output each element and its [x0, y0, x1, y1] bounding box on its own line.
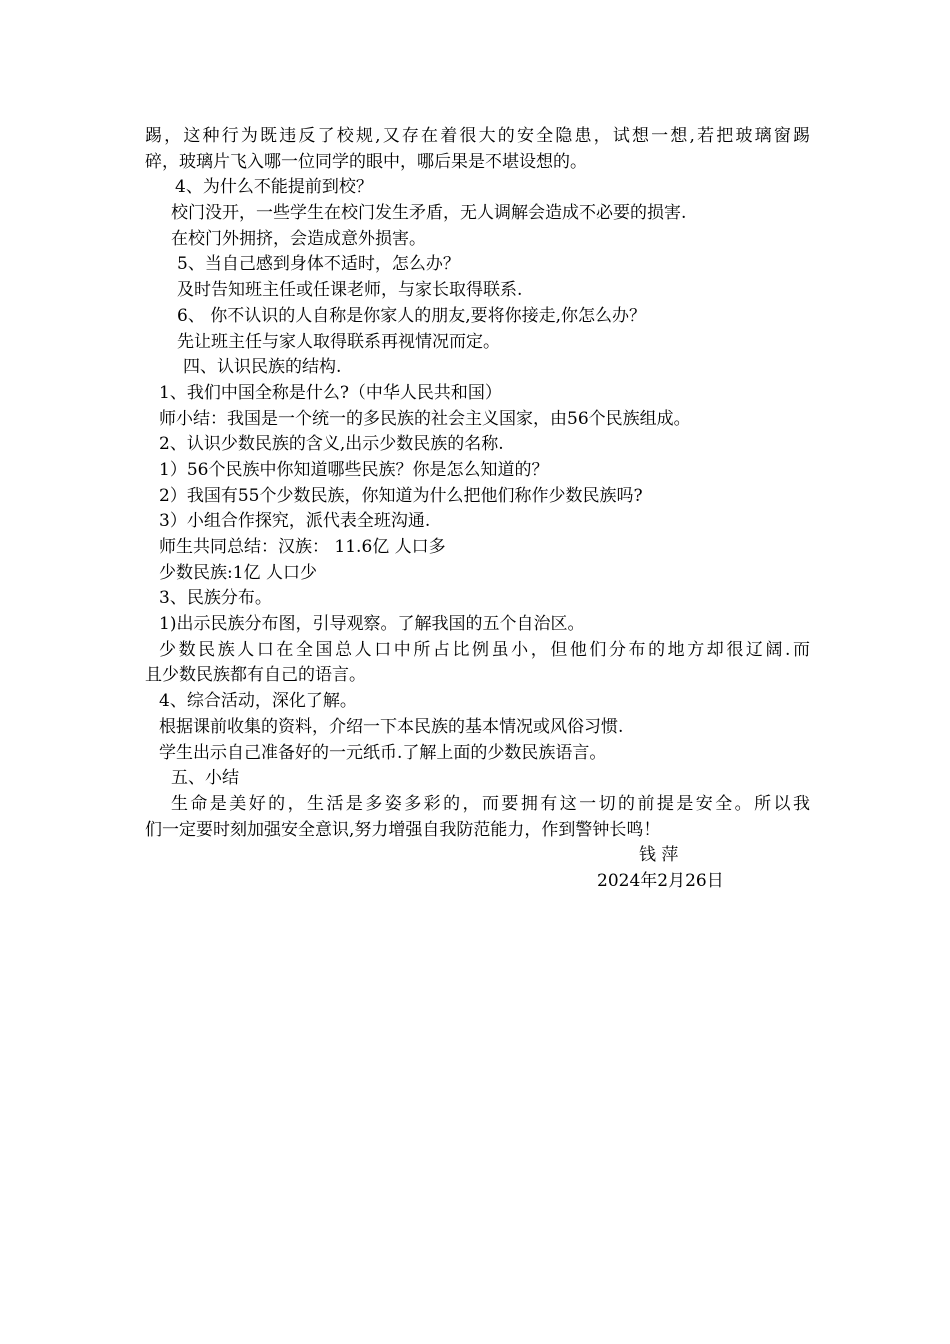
paragraph-line: 生命是美好的，生活是多姿多彩的，而要拥有这一切的前提是安全。所以我: [171, 793, 810, 814]
answer-line: 校门没开，一些学生在校门发生矛盾，无人调解会造成不必要的损害.: [171, 203, 687, 224]
section-heading: 五、小结: [171, 768, 239, 789]
list-item: 1）56个民族中你知道哪些民族？你是怎么知道的？: [159, 459, 549, 480]
list-item: 2）我国有55个少数民族，你知道为什么把他们称作少数民族吗?: [159, 485, 643, 506]
paragraph-line: 踢，这种行为既违反了校规,又存在着很大的安全隐患，试想一想,若把玻璃窗踢: [145, 126, 810, 146]
paragraph-line: 们一定要时刻加强安全意识,努力增强自我防范能力，作到警钟长鸣！: [145, 819, 661, 840]
paragraph-line: 根据课前收集的资料，介绍一下本民族的基本情况或风俗习惯.: [159, 716, 624, 737]
question-heading: 4、为什么不能提前到校？: [175, 177, 373, 198]
question-heading: 6、 你不认识的人自称是你家人的朋友,要将你接走,你怎么办？: [177, 305, 647, 326]
question-heading: 1、我们中国全称是什么?（中华人民共和国）: [159, 382, 502, 403]
signature-date: 2024年2月26日: [597, 870, 724, 891]
answer-line: 及时告知班主任或任课老师，与家长取得联系.: [177, 280, 523, 301]
section-heading: 四、认识民族的结构.: [183, 357, 342, 378]
paragraph-line: 碎，玻璃片飞入哪一位同学的眼中，哪后果是不堪设想的。: [145, 151, 587, 172]
paragraph-line: 少数民族:1亿 人口少: [159, 562, 317, 583]
question-heading: 2、认识少数民族的含义,出示少数民族的名称.: [159, 434, 504, 455]
paragraph-line: 少数民族人口在全国总人口中所占比例虽小，但他们分布的地方却很辽阔.而: [159, 639, 810, 660]
question-heading: 5、当自己感到身体不适时，怎么办？: [177, 254, 460, 275]
paragraph-line: 且少数民族都有自己的语言。: [145, 665, 366, 686]
question-heading: 3、民族分布。: [159, 588, 272, 609]
list-item: 3）小组合作探究，派代表全班沟通.: [159, 511, 431, 532]
answer-line: 先让班主任与家人取得联系再视情况而定。: [177, 331, 500, 352]
paragraph-line: 学生出示自己准备好的一元纸币.了解上面的少数民族语言。: [159, 742, 607, 763]
paragraph-line: 师生共同总结：汉族： 11.6亿 人口多: [159, 537, 446, 557]
document-body: [145, 124, 810, 895]
list-item: 1)出示民族分布图，引导观察。了解我国的五个自治区。: [159, 614, 585, 635]
signature-name: 钱 萍: [639, 845, 679, 866]
question-heading: 4、综合活动，深化了解。: [159, 691, 357, 712]
paragraph-line: 师小结：我国是一个统一的多民族的社会主义国家，由56个民族组成。: [159, 408, 691, 429]
answer-line: 在校门外拥挤，会造成意外损害。: [171, 228, 426, 249]
